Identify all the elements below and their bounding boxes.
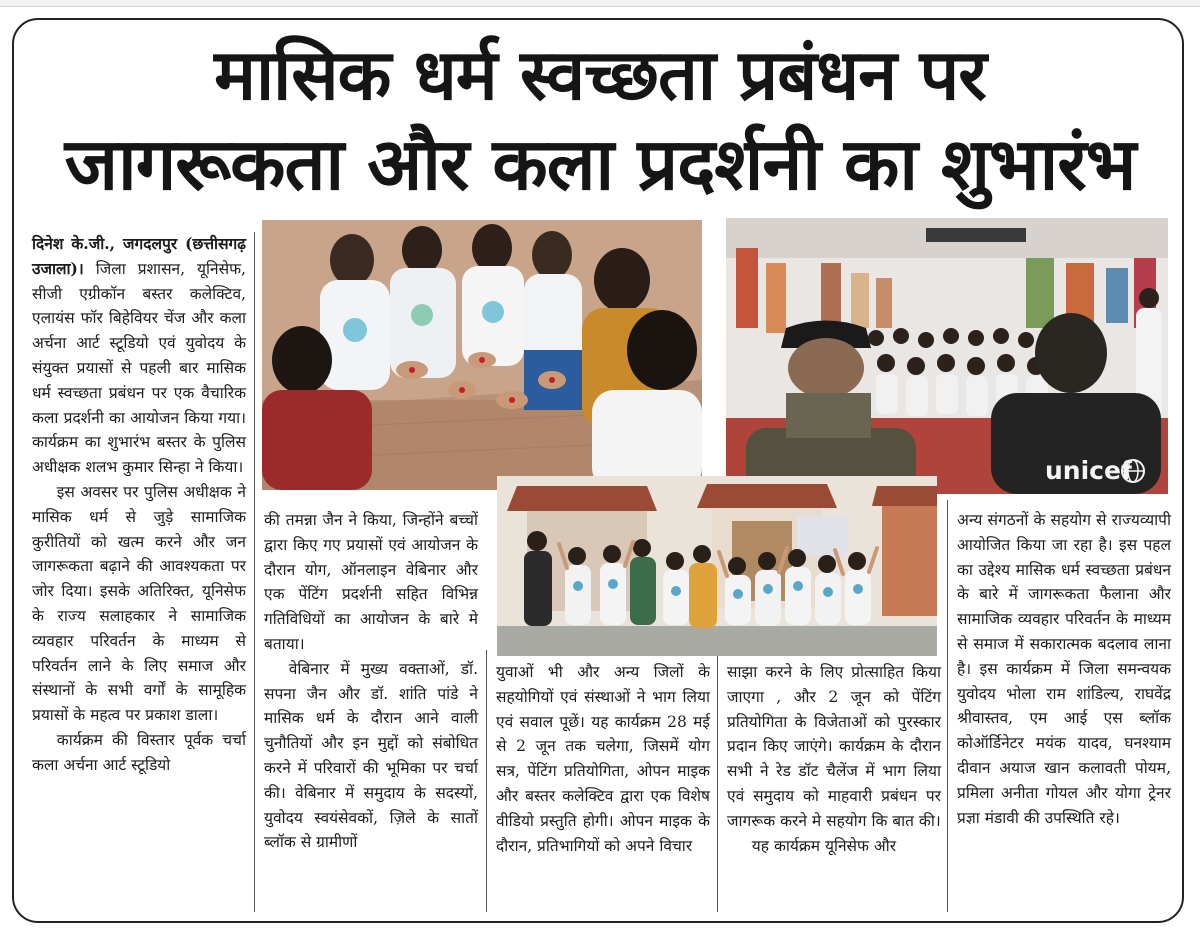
- column-rule: [254, 232, 255, 912]
- col2-para-2: वेबिनार में मुख्य वक्ताओं, डॉ. सपना जैन और डॉ. शांति पांडे ने मासिक धर्म के दौरान आने वाली चुनौतियों और इन मुद्दों को संबोधित करने में परिवारों की भूमिका पर चर्चा की। वेबिनार में समुदाय के सदस्यों, युवोदय स्वयंसेवकों, ज़िले के सातों ब्लॉक से ग्रामीणों: [264, 659, 478, 852]
- col4-para-2: यह कार्यक्रम यूनिसेफ और: [751, 836, 897, 855]
- col4-para-1: साझा करने के लिए प्रोत्साहित किया जाएगा , और 2 जून को पेंटिंग प्रतियोगिता के विजेताओं को पुरस्कार प्रदान किए जाएंगे। कार्यक्रम के दौरान सभी ने रेड डॉट चैलेंज में भाग लिया एवं समुदाय को माहवारी प्रबंधन पर जागरूक करने मे सहयोग कि बात की।: [727, 663, 941, 830]
- headline-line-2: जागरूकता और कला प्रदर्शनी का शुभारंभ: [64, 122, 1136, 206]
- col5-para-1: अन्य संगठनों के सहयोग से राज्यव्यापी आयोजित किया जा रहा है। इस पहल का उद्देश्य मासिक धर्म स्वच्छता प्रबंधन के बारे में जागरूकता फैलाना और सामाजिक व्यवहार परिवर्तन के माध्यम से समाज में सकारात्मक बदलाव लाना है। इस कार्यक्रम में जिला समन्वयक युवोदय भोला राम शांडिल्य, राघवेंद्र श्रीवास्तव, एम आई एस ब्लॉक कोऑर्डिनेटर मयंक यादव, घनश्याम दीवान अयाज खान कलावती पोयम, प्रमिला अनीता गोयल और योगा ट्रेनर प्रज्ञा मंडावी की उपस्थिति रहे।: [957, 511, 1171, 827]
- headline-line-1: मासिक धर्म स्वच्छता प्रबंधन पर: [214, 34, 986, 116]
- unicef-globe-icon: [1120, 458, 1146, 484]
- photo-red-dot-challenge: [262, 220, 702, 490]
- column-5: [957, 508, 1171, 830]
- unicef-logo-text: unicef: [1045, 456, 1132, 485]
- column-rule: [717, 650, 718, 912]
- col2-para-1: की तमन्ना जैन ने किया, जिन्होंने बच्चों द्वारा किए गए प्रयासों एवं आयोजन के दौरान योग, ऑनलाइन वेबिनार और एक पेंटिंग प्रदर्शनी सहित विभिन्न गतिविधियों का आयोजन के बारे मे बताया।: [264, 511, 478, 653]
- col1-para-2: इस अवसर पर पुलिस अधीक्षक ने मासिक धर्म से जुड़े सामाजिक कुरीतियों को खत्म करने और जन जागरूकता बढ़ाने की आवश्यकता पर जोर दिया। इसके अतिरिक्त, यूनिसेफ के राज्य सलाहकार ने सामाजिक व्यवहार परिवर्तन के माध्यम से परिवर्तन लाने के लिए समाज और संस्थानों के सभी वर्गों के सामूहिक प्रयासों के महत्व पर प्रकाश डाला।: [32, 482, 246, 725]
- byline: दिनेश के.जी., जगदलपुर (छत्तीसगढ़ उजाला)।: [32, 234, 246, 278]
- column-4: [727, 660, 941, 858]
- col1-para-1: जिला प्रशासन, यूनिसेफ, सीजी एग्रीकॉन बस्तर कलेक्टिव, एलायंस फॉर बिहेवियर चेंज और कला अर्चना आर्ट स्टूडियो एवं युवोदय के संयुक्त प्रयासों से पहली बार मासिक धर्म स्वच्छता प्रबंधन पर एक वैचारिक कला प्रदर्शनी का आयोजन किया गया। कार्यक्रम का शुभारंभ बस्तर के पुलिस अधीक्षक शलभ कुमार सिन्हा ने किया।: [32, 259, 246, 477]
- column-2: [264, 508, 478, 855]
- col3-para-1: युवाओं भी और अन्य जिलों के सहयोगियों एवं संस्थाओं ने भाग लिया एवं सवाल पूछें। यह कार्यक्रम 28 मई से 2 जून तक चलेगा, जिसमें योग सत्र, पेंटिंग प्रतियोगिता, ओपन माइक और बस्तर कलेक्टिव द्वारा एक विशेष वीडियो प्रस्तुति होगी। ओपन माइक के दौरान, प्रतिभागियों को अपने विचार: [496, 663, 710, 855]
- col1-para-3: कार्यक्रम की विस्तार पूर्वक चर्चा कला अर्चना आर्ट स्टूडियो: [32, 730, 246, 774]
- column-1: [32, 232, 246, 778]
- photo-exhibition-hall: [726, 218, 1168, 494]
- photo-group-outside: [497, 476, 937, 656]
- column-rule: [486, 650, 487, 912]
- page-top-strip: [0, 0, 1200, 7]
- column-3: [496, 660, 710, 858]
- column-rule: [947, 500, 948, 912]
